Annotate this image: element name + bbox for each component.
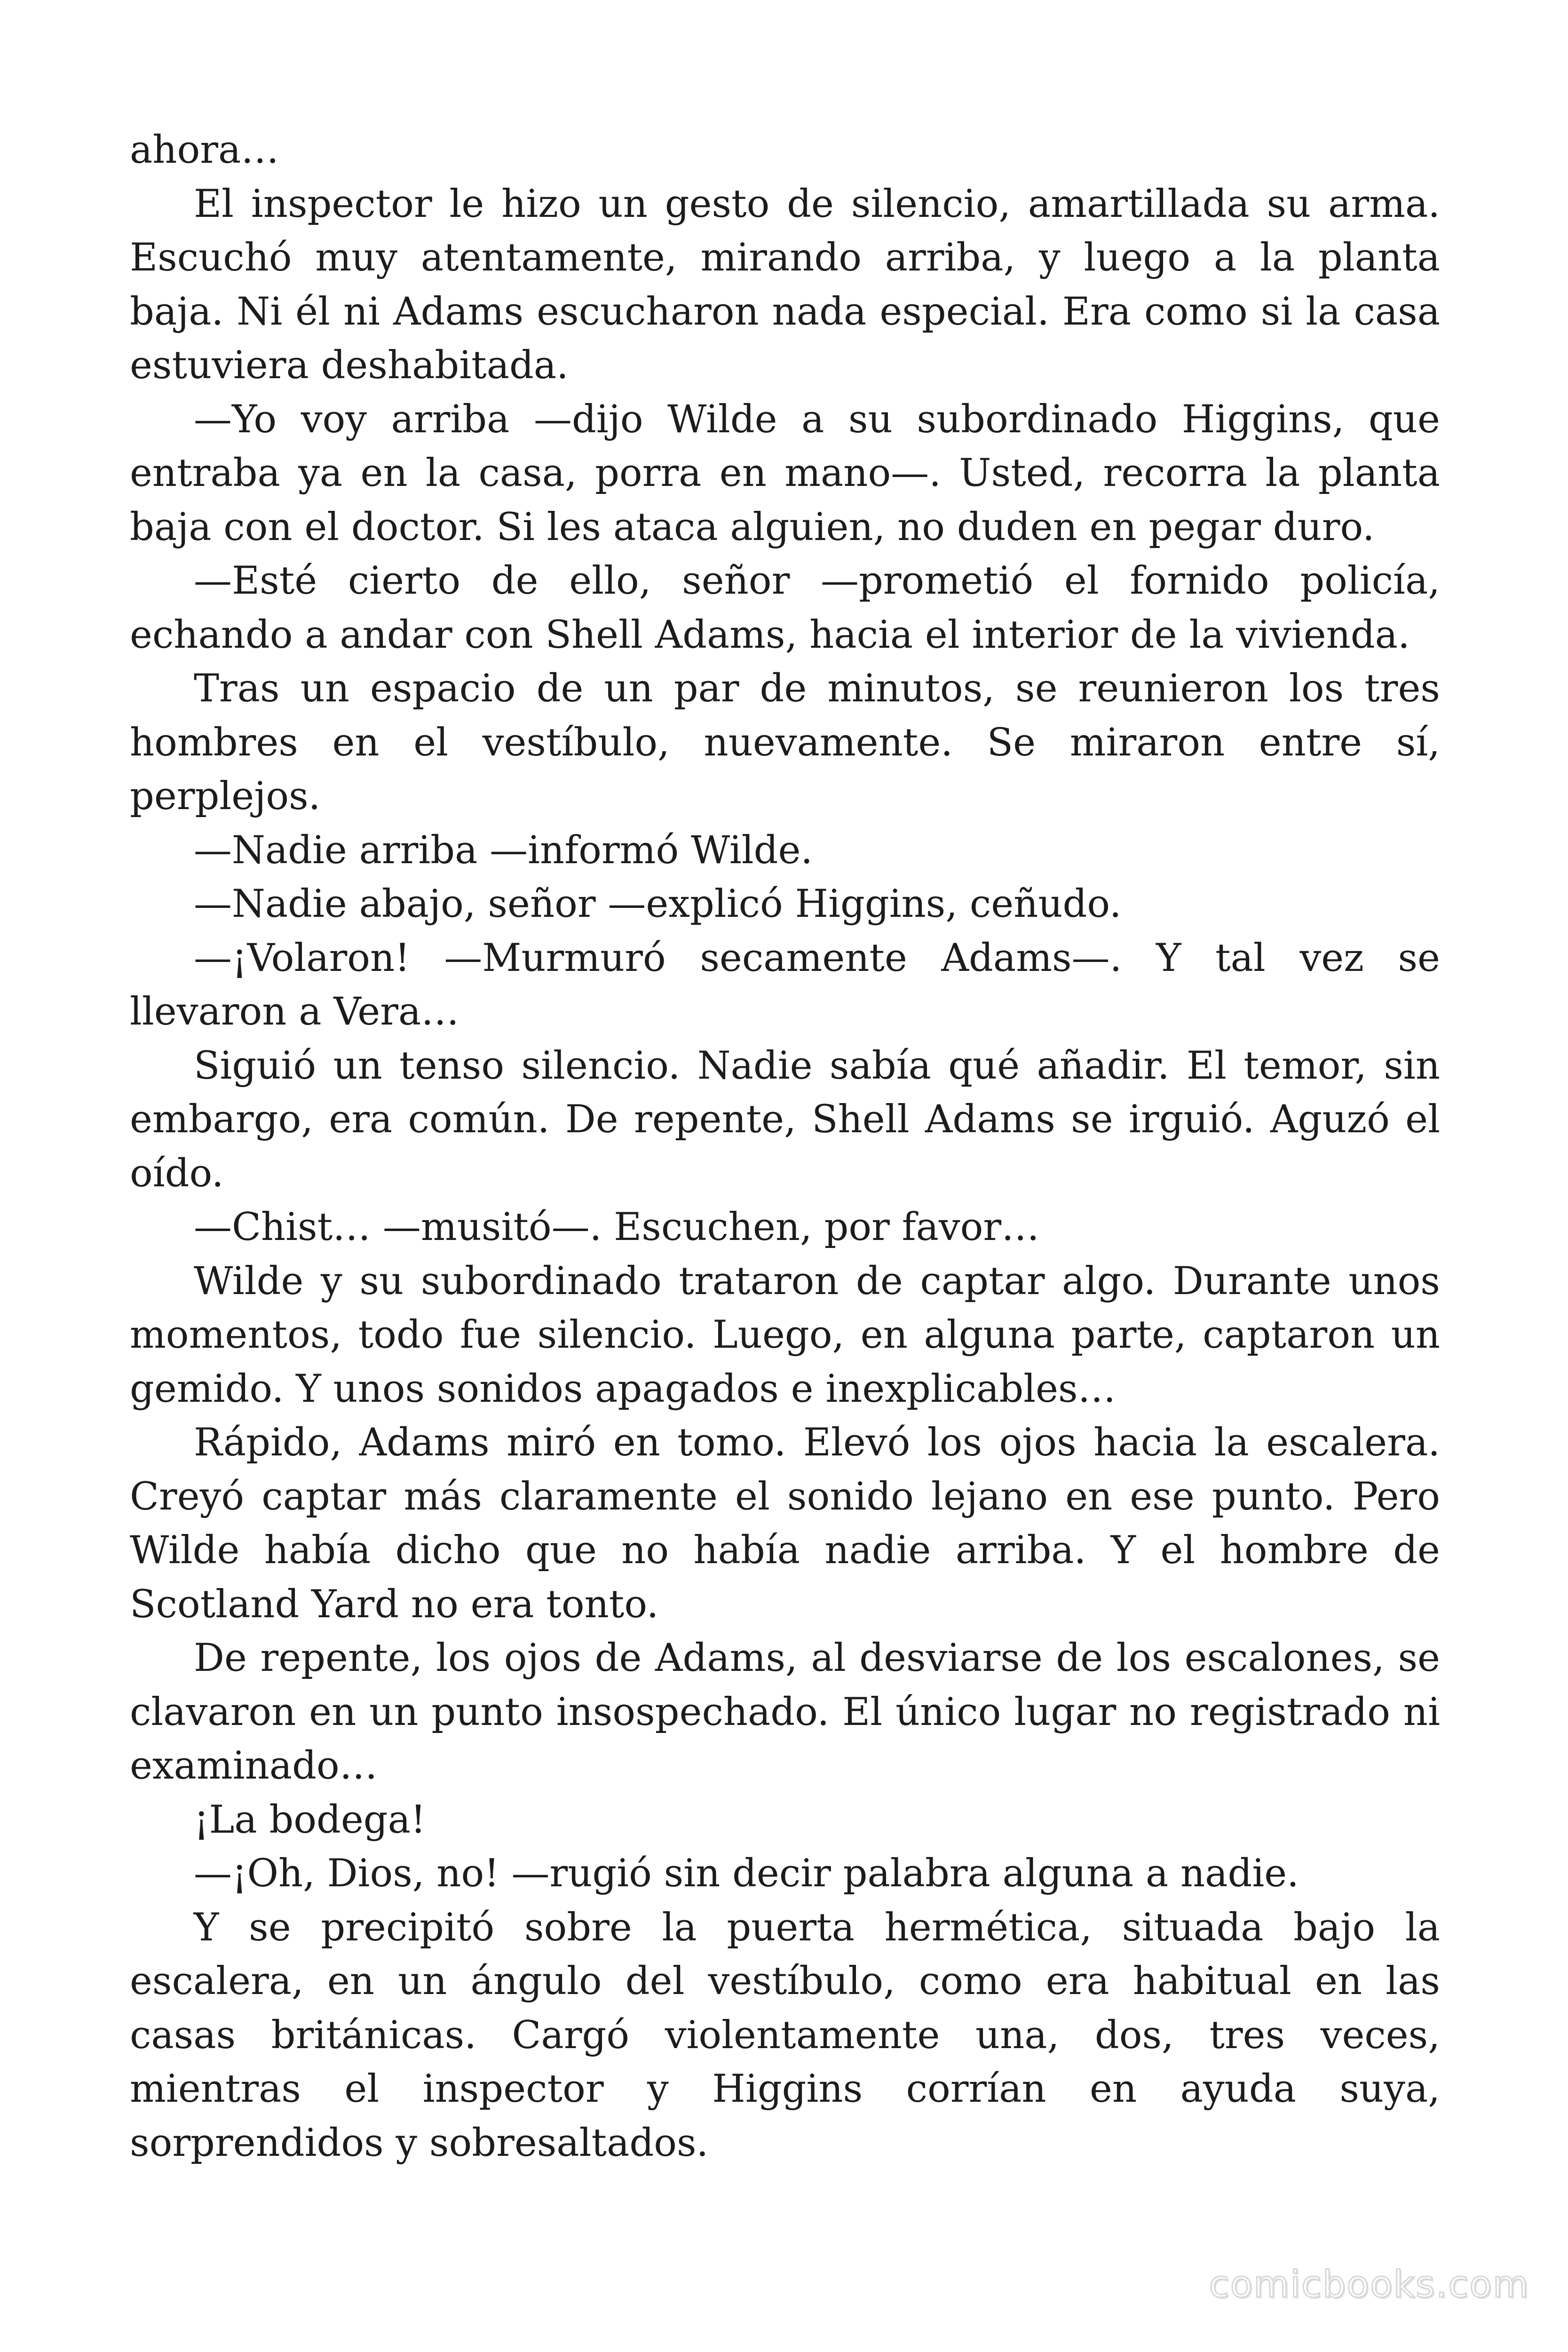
paragraph: —Chist… —musitó—. Escuchen, por favor… [194, 1205, 1040, 1249]
paragraph: —Yo voy arriba —dijo Wilde a su subordinado Higgins, que entraba ya en la casa, porra en mano—. Usted, recorra la planta baja con el doctor. Si les ataca alguien, no duden en pegar duro. [130, 397, 1440, 549]
paragraph: El inspector le hizo un gesto de silencio, amartillada su arma. Escuchó muy atentamente, mirando arriba, y luego a la planta baja. Ni él ni Adams escucharon nada especial. Era como si la casa estuviera deshabitada. [130, 182, 1440, 388]
paragraph: ahora… [130, 128, 279, 172]
paragraph: Wilde y su subordinado trataron de captar algo. Durante unos momentos, todo fue silencio. Luego, en alguna parte, captaron un gemido. Y unos sonidos apagados e inexplicables… [130, 1259, 1440, 1411]
paragraph: —Esté cierto de ello, señor —prometió el fornido policía, echando a andar con Shell Adams, hacia el interior de la vivienda. [130, 559, 1440, 657]
paragraph: Rápido, Adams miró en tomo. Elevó los ojos hacia la escalera. Creyó captar más claramente el sonido lejano en ese punto. Pero Wilde había dicho que no había nadie arriba. Y el hombre de Scotland Yard no era tonto. [130, 1421, 1440, 1627]
paragraph: —Nadie abajo, señor —explicó Higgins, ceñudo. [194, 882, 1122, 926]
paragraph: —Nadie arriba —informó Wilde. [194, 828, 813, 873]
paragraph: —¡Oh, Dios, no! —rugió sin decir palabra alguna a nadie. [194, 1851, 1299, 1896]
paragraph: De repente, los ojos de Adams, al desviarse de los escalones, se clavaron en un punto insospechado. El único lugar no registrado ni examinado… [130, 1636, 1440, 1788]
page-body [130, 123, 1440, 2170]
paragraph: Tras un espacio de un par de minutos, se reunieron los tres hombres en el vestíbulo, nuevamente. Se miraron entre sí, perplejos. [130, 667, 1440, 818]
paragraph: Siguió un tenso silencio. Nadie sabía qué añadir. El temor, sin embargo, era común. De repente, Shell Adams se irguió. Aguzó el oído. [130, 1043, 1440, 1196]
paragraph: Y se precipitó sobre la puerta hermética, situada bajo la escalera, en un ángulo del vestíbulo, como era habitual en las casas británicas. Cargó violentamente una, dos, tres veces, mientras el inspector y Higgins corrían en ayuda suya, sorprendidos y sobresaltados. [130, 1905, 1440, 2165]
watermark: comicbooks.com [1209, 2264, 1529, 2306]
paragraph: ¡La bodega! [194, 1797, 426, 1842]
paragraph: —¡Volaron! —Murmuró secamente Adams—. Y tal vez se llevaron a Vera… [130, 936, 1440, 1034]
